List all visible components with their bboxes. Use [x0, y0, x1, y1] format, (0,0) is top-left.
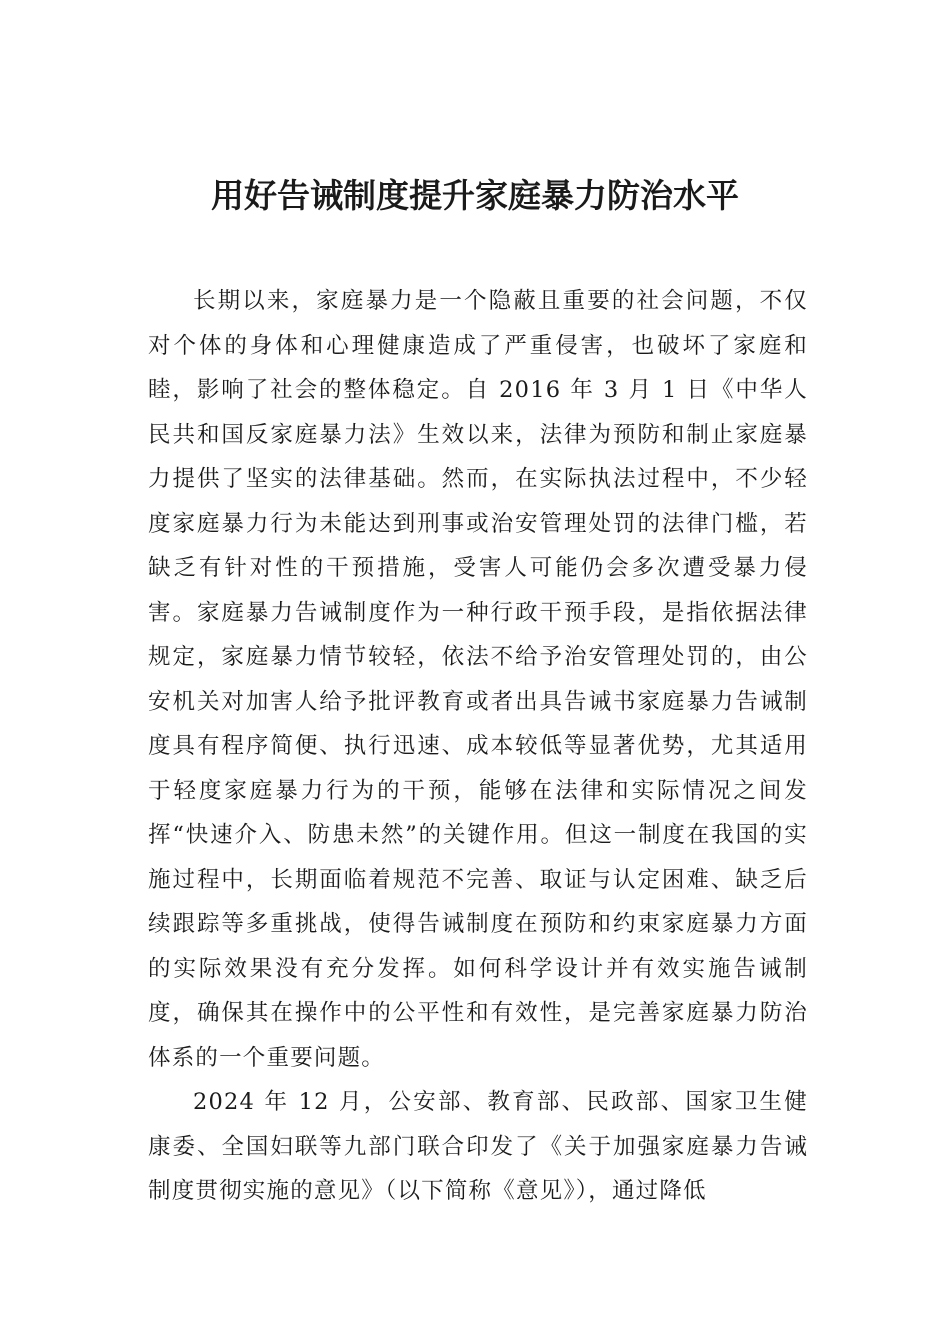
document-body — [148, 279, 808, 1214]
paragraph: 2024 年 12 月，公安部、教育部、民政部、国家卫生健康委、全国妇联等九部门联合印发了《关于加强家庭暴力告诫制度贯彻实施的意见》（以下简称《意见》），通过降低 — [148, 1089, 808, 1204]
document-title: 用好告诫制度提升家庭暴力防治水平 — [211, 176, 739, 215]
paragraph: 长期以来，家庭暴力是一个隐蔽且重要的社会问题，不仅对个体的身体和心理健康造成了严重侵害，也破坏了家庭和睦，影响了社会的整体稳定。自 2016 年 3 月 1 日《中华人民共和国反家庭暴力法》生效以来，法律为预防和制止家庭暴力提供了坚实的法律基础。然而，在实际执法过程中，不少轻度家庭暴力行为未能达到刑事或治安管理处罚的法律门槛，若缺乏有针对性的干预措施，受害人可能仍会多次遭受暴力侵害。家庭暴力告诫制度作为一种行政干预手段，是指依据法律规定，家庭暴力情节较轻，依法不给予治安管理处罚的，由公安机关对加害人给予批评教育或者出具告诫书家庭暴力告诫制度具有程序简便、执行迅速、成本较低等显著优势，尤其适用于轻度家庭暴力行为的干预，能够在法律和实际情况之间发挥“快速介入、防患未然”的关键作用。但这一制度在我国的实施过程中，长期面临着规范不完善、取证与认定困难、缺乏后续跟踪等多重挑战，使得告诫制度在预防和约束家庭暴力方面的实际效果没有充分发挥。如何科学设计并有效实施告诫制度，确保其在操作中的公平性和有效性，是完善家庭暴力防治体系的一个重要问题。 — [148, 288, 808, 1071]
